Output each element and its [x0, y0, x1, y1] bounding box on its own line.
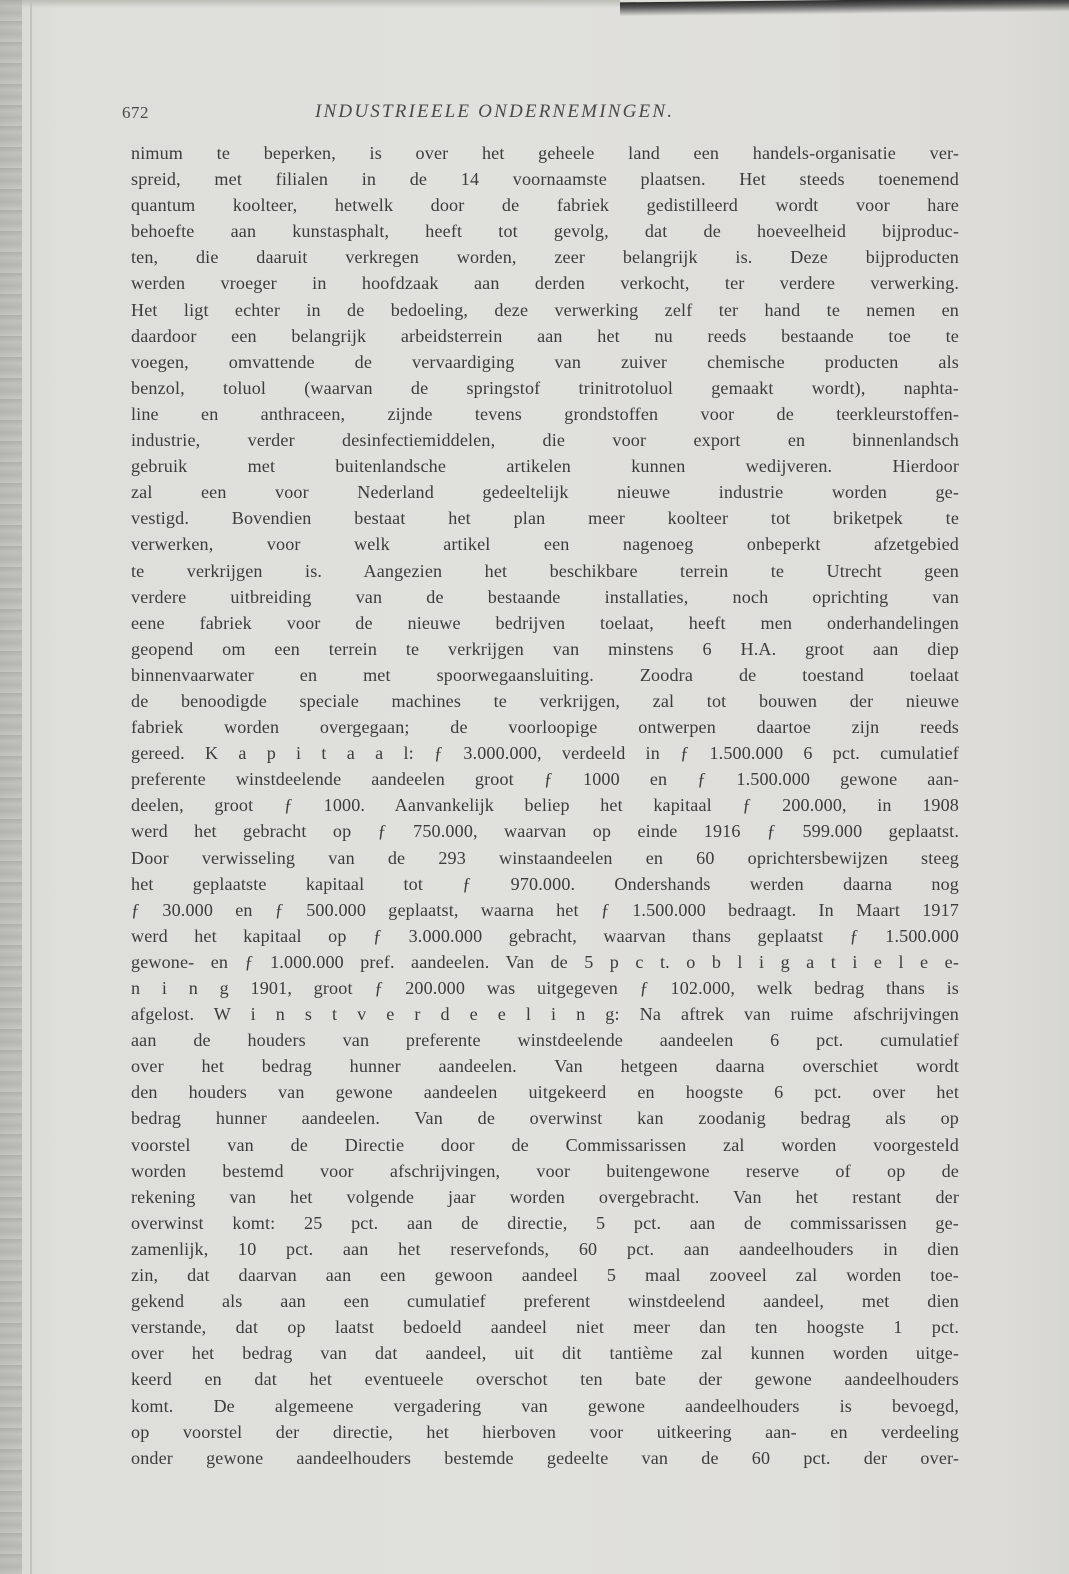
text-line: gebruik met buitenlandsche artikelen kunnen wedijveren. Hierdoor [131, 456, 959, 477]
top-shadow-edge [620, 0, 1069, 16]
text-line: gereed. K a p i t a a l: ƒ 3.000.000, verdeeld in ƒ 1.500.000 6 pct. cumulatief [131, 743, 959, 764]
top-page-edge [0, 0, 620, 8]
text-line: te verkrijgen is. Aangezien het beschikbare terrein te Utrecht geen [131, 560, 959, 581]
text-line: ten, die daaruit verkregen worden, zeer belangrijk is. Deze bijproducten [131, 247, 959, 268]
text-line: zal een voor Nederland gedeeltelijk nieuwe industrie worden ge- [131, 482, 959, 503]
text-line: keerd en dat het eventueele overschot ten bate der gewone aandeelhouders [131, 1369, 959, 1390]
text-line: industrie, verder desinfectiemiddelen, die voor export en binnenlandsch [131, 430, 959, 451]
text-line: voorstel van de Directie door de Commissarissen zal worden voorgesteld [131, 1134, 959, 1155]
text-line: afgelost. W i n s t v e r d e e l i n g: Na aftrek van ruime afschrijvingen [131, 1004, 959, 1025]
text-line: benzol, toluol (waarvan de springstof trinitrotoluol gemaakt wordt), naphta- [131, 377, 959, 398]
page-number: 672 [122, 103, 149, 122]
text-line: n i n g 1901, groot ƒ 200.000 was uitgegeven ƒ 102.000, welk bedrag thans is [131, 978, 959, 998]
binding-edge [0, 0, 22, 1574]
text-line: spreid, met filialen in de 14 voornaamste plaatsen. Het steeds toenemend [131, 169, 959, 190]
text-line: verstande, dat op laatst bedoeld aandeel niet meer dan ten hoogste 1 pct. [131, 1317, 959, 1338]
text-line: eene fabriek voor de nieuwe bedrijven toelaat, heeft men onderhandelingen [131, 612, 959, 633]
text-line: over het bedrag van dat aandeel, uit dit tantième zal kunnen worden uitge- [131, 1343, 959, 1364]
text-line: onder gewone aandeelhouders bestemde gedeelte van de 60 pct. der over- [131, 1447, 959, 1468]
text-line: line en anthraceen, zijnde tevens grondstoffen voor de teerkleurstoffen- [131, 403, 959, 424]
text-line: fabriek worden overgegaan; de voorloopige ontwerpen daartoe zijn reeds [131, 717, 959, 738]
text-line: vestigd. Bovendien bestaat het plan meer koolteer tot briketpek te [131, 508, 959, 529]
body-text [131, 140, 959, 1480]
text-line: werd het gebracht op ƒ 750.000, waarvan op einde 1916 ƒ 599.000 geplaatst. [131, 821, 959, 842]
text-line: zamenlijk, 10 pct. aan het reservefonds, 60 pct. aan aandeelhouders in dien [131, 1238, 959, 1259]
text-line: nimum te beperken, is over het geheele land een handels-organisatie ver- [131, 143, 959, 163]
text-line: geopend om een terrein te verkrijgen van minstens 6 H.A. groot aan diep [131, 638, 959, 659]
text-line: verwerken, voor welk artikel een nagenoeg onbeperkt afzetgebied [131, 534, 959, 555]
text-line: binnenvaarwater en met spoorwegaansluiting. Zoodra de toestand toelaat [131, 664, 959, 685]
text-line: daardoor een belangrijk arbeidsterrein aan het nu reeds bestaande toe te [131, 325, 959, 346]
text-line: Het ligt echter in de bedoeling, deze verwerking zelf ter hand te nemen en [131, 299, 959, 320]
text-line: den houders van gewone aandeelen uitgekeerd en hoogste 6 pct. over het [131, 1082, 959, 1103]
running-head: INDUSTRIEELE ONDERNEMINGEN. [315, 101, 675, 122]
text-line: ƒ 30.000 en ƒ 500.000 geplaatst, waarna het ƒ 1.500.000 bedraagt. In Maart 1917 [131, 899, 959, 920]
binding-line [30, 0, 32, 1574]
text-line: behoefte aan kunstasphalt, heeft tot gevolg, dat de hoeveelheid bijproduc- [131, 221, 959, 242]
text-line: Door verwisseling van de 293 winstaandeelen en 60 oprichtersbewijzen steeg [131, 847, 959, 868]
text-line: komt. De algemeene vergadering van gewone aandeelhouders is bevoegd, [131, 1395, 959, 1416]
text-line: aan de houders van preferente winstdeelende aandeelen 6 pct. cumulatief [131, 1030, 959, 1051]
text-line: overwinst komt: 25 pct. aan de directie, 5 pct. aan de commissarissen ge- [131, 1212, 959, 1233]
text-line: werd het kapitaal op ƒ 3.000.000 gebracht, waarvan thans geplaatst ƒ 1.500.000 [131, 925, 959, 946]
page-header [122, 101, 962, 131]
text-line: op voorstel der directie, het hierboven voor uitkeering aan- en verdeeling [131, 1421, 959, 1442]
text-line: rekening van het volgende jaar worden overgebracht. Van het restant der [131, 1186, 959, 1207]
text-line: gekend als aan een cumulatief preferent winstdeelend aandeel, met dien [131, 1291, 959, 1312]
text-line: quantum koolteer, hetwelk door de fabriek gedistilleerd wordt voor hare [131, 195, 959, 216]
text-line: zin, dat daarvan aan een gewoon aandeel 5 maal zooveel zal worden toe- [131, 1265, 959, 1286]
text-line: voegen, omvattende de vervaardiging van zuiver chemische producten als [131, 351, 959, 372]
text-line: gewone- en ƒ 1.000.000 pref. aandeelen. Van de 5 p c t. o b l i g a t i e l e e- [131, 951, 959, 972]
text-line: worden bestemd voor afschrijvingen, voor buitengewone reserve of op de [131, 1160, 959, 1181]
text-line: over het bedrag hunner aandeelen. Van hetgeen daarna overschiet wordt [131, 1056, 959, 1077]
text-line: deelen, groot ƒ 1000. Aanvankelijk beliep het kapitaal ƒ 200.000, in 1908 [131, 795, 959, 816]
text-line: bedrag hunner aandeelen. Van de overwinst kan zoodanig bedrag als op [131, 1108, 959, 1129]
text-line: verdere uitbreiding van de bestaande installaties, noch oprichting van [131, 586, 959, 607]
text-line: werden vroeger in hoofdzaak aan derden verkocht, ter verdere verwerking. [131, 273, 959, 294]
text-line: preferente winstdeelende aandeelen groot ƒ 1000 en ƒ 1.500.000 gewone aan- [131, 769, 959, 790]
text-line: de benoodigde speciale machines te verkrijgen, zal tot bouwen der nieuwe [131, 690, 959, 711]
text-line: het geplaatste kapitaal tot ƒ 970.000. Ondershands werden daarna nog [131, 873, 959, 894]
